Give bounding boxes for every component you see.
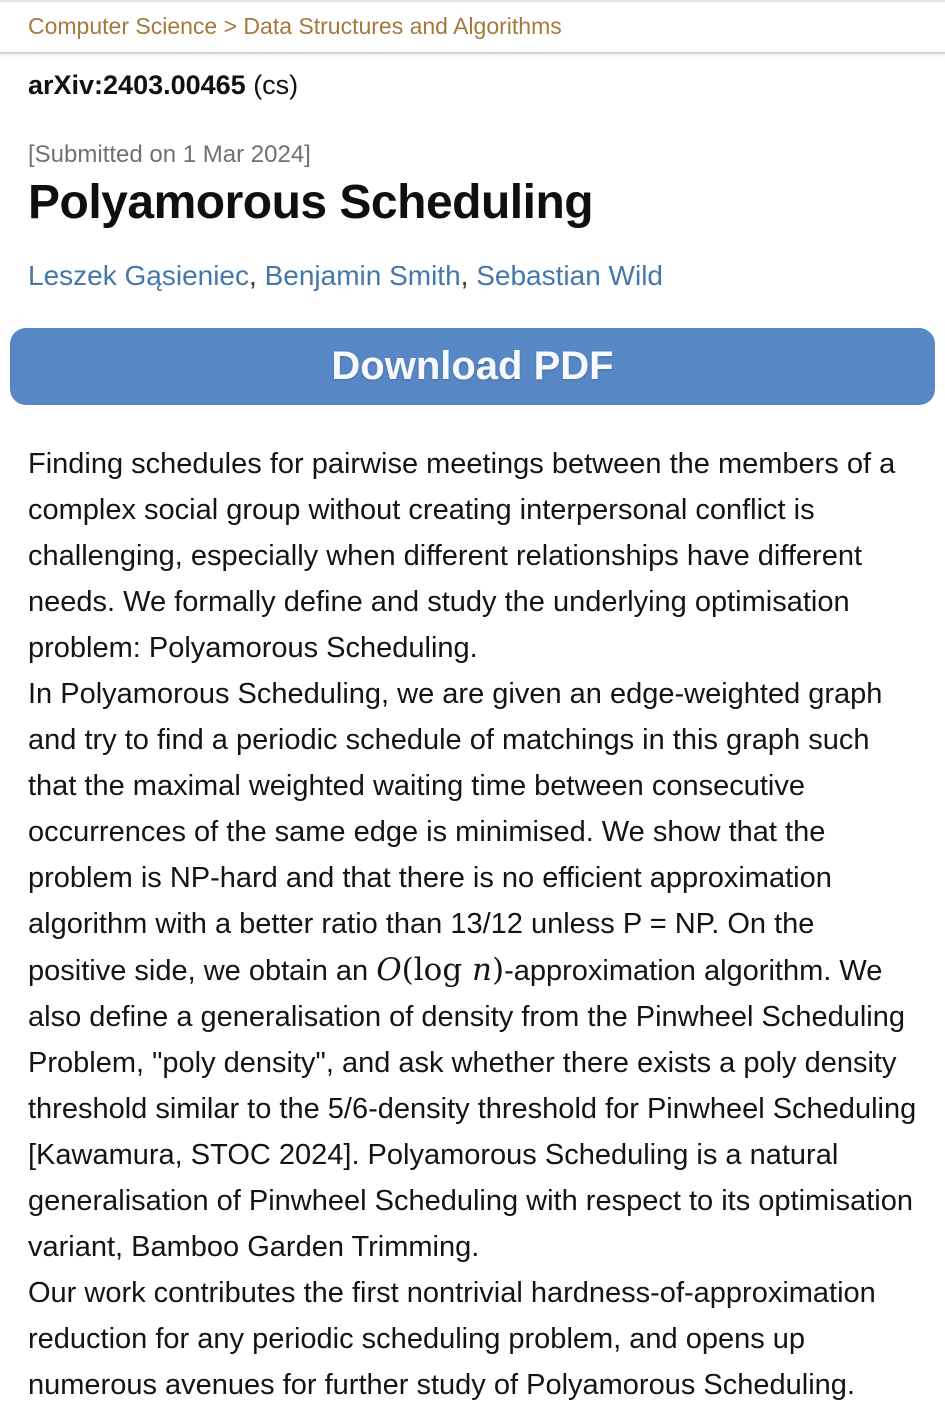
math-close-paren: )	[491, 952, 505, 989]
math-var-n: n	[472, 952, 492, 989]
page-title: Polyamorous Scheduling	[28, 176, 594, 229]
arxiv-category: (cs)	[245, 70, 299, 100]
abstract-paragraph	[28, 671, 917, 1270]
breadcrumb-link-computer-science[interactable]: Computer Science	[28, 13, 218, 39]
author-separator: ,	[460, 260, 477, 292]
download-pdf-button[interactable]: Download PDF	[10, 328, 935, 405]
abstract-paragraph	[28, 1270, 917, 1407]
math-big-o: O	[376, 952, 402, 989]
arxiv-id: arXiv:2403.00465	[28, 70, 246, 100]
abstract-paragraph	[28, 441, 917, 671]
breadcrumb-link-data-structures-and-algorithms[interactable]: Data Structures and Algorithms	[243, 13, 562, 39]
author-link-benjamin-smith[interactable]: Benjamin Smith	[264, 260, 461, 292]
abstract-text: Our work contributes the first nontrivial hardness-of-approximation reduction for any periodic scheduling problem, and opens up numerous avenues for further study of Polyamorous Scheduling.	[28, 1277, 876, 1402]
author-link-sebastian-wild[interactable]: Sebastian Wild	[476, 260, 663, 292]
submission-dateline: [Submitted on 1 Mar 2024]	[28, 141, 311, 168]
breadcrumb	[0, 2, 945, 54]
breadcrumb-separator: >	[217, 13, 244, 39]
abstract-text: Finding schedules for pairwise meetings between the members of a complex social group without creating interpersonal conflict is challenging, especially when different relationships have different needs. We formally define and study the underlying optimisation problem: Polyamorous Scheduling.	[28, 448, 896, 665]
arxiv-id-line	[28, 70, 917, 101]
author-link-leszek-gasieniec[interactable]: Leszek Gąsieniec	[28, 260, 250, 292]
abstract-text: In Polyamorous Scheduling, we are given an edge-weighted graph and try to find a periodic schedule of matchings in this graph such that the maximal weighted waiting time between consecutive occurrences of the same edge is minimised. We show that the problem is NP-hard and that there is no efficient approximation algorithm with a better ratio than 13/12 unless P = NP. On the positive side, we obtain an	[28, 678, 883, 988]
abstract-text: -approximation algorithm. We also define a generalisation of density from the Pinwheel Scheduling Problem, "poly density", and ask whether there exists a poly density threshold similar to the 5/6-density threshold for Pinwheel Scheduling [Kawamura, STOC 2024]. Polyamorous Scheduling is a natural generalisation of Pinwheel Scheduling with respect to its optimisation variant, Bamboo Garden Trimming.	[28, 955, 917, 1264]
abstract	[28, 441, 917, 1407]
author-separator: ,	[249, 260, 265, 292]
author-list	[28, 260, 917, 292]
main-content	[0, 54, 945, 1407]
math-log-open: (log	[401, 952, 473, 989]
